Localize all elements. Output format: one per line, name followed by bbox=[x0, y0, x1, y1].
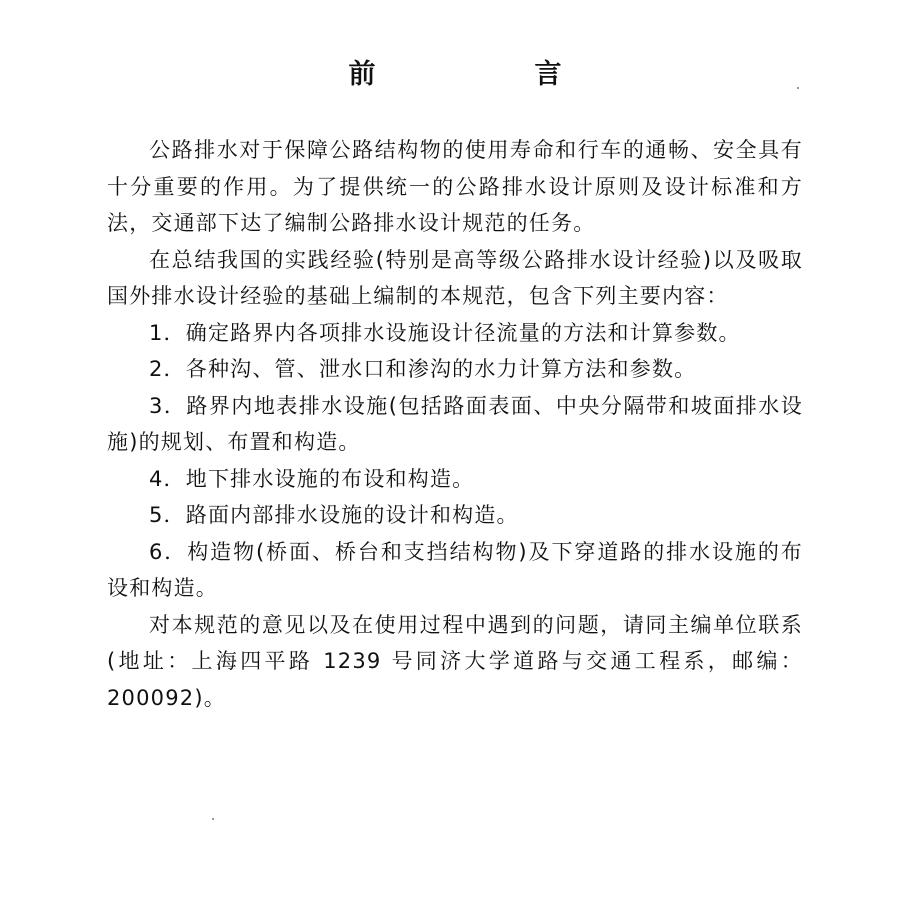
list-item: 3．路界内地表排水设施(包括路面表面、中央分隔带和坡面排水设施)的规划、布置和构造。 bbox=[107, 393, 803, 454]
list-item: 6．构造物(桥面、桥台和支挡结构物)及下穿道路的排水设施的布设和构造。 bbox=[107, 539, 803, 600]
page-title: 前 言 bbox=[348, 59, 628, 90]
paragraph-closing: 对本规范的意见以及在使用过程中遇到的问题，请同主编单位联系(地址：上海四平路 1239 号同济大学道路与交通工程系，邮编：200092)。 bbox=[107, 612, 803, 710]
list-item: 5．路面内部排水设施的设计和构造。 bbox=[149, 503, 519, 527]
document-body bbox=[107, 132, 803, 716]
list-item: 4．地下排水设施的布设和构造。 bbox=[149, 466, 475, 491]
scan-speck bbox=[212, 818, 214, 820]
list-item: 1．确定路界内各项排水设施设计径流量的方法和计算参数。 bbox=[149, 320, 741, 345]
list-item: 2．各种沟、管、泄水口和渗沟的水力计算方法和参数。 bbox=[149, 357, 697, 381]
scan-speck bbox=[797, 87, 799, 89]
paragraph-intro: 公路排水对于保障公路结构物的使用寿命和行车的通畅、安全具有十分重要的作用。为了提供统一的公路排水设计原则及设计标准和方法，交通部下达了编制公路排水设计规范的任务。 bbox=[107, 138, 803, 235]
paragraph-basis: 在总结我国的实践经验(特别是高等级公路排水设计经验)以及吸取国外排水设计经验的基础上编制的本规范，包含下列主要内容： bbox=[107, 247, 803, 308]
